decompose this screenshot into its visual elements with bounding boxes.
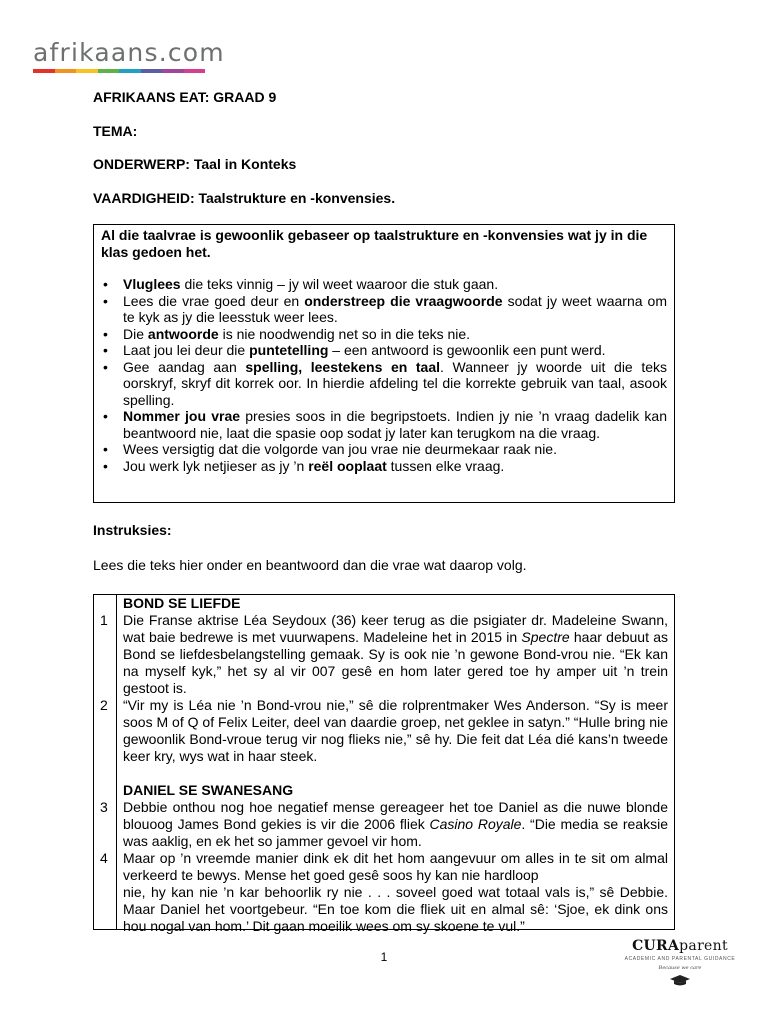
tip-item: • Lees die vrae goed deur en onderstreep die vraagwoorde sodat jy weet waarna om te kyk as jy die leesstuk weer lees. (101, 293, 667, 326)
paragraph-number: 1 (100, 612, 108, 628)
paragraph-3: Debbie onthou nog hoe negatief mense gereageer het toe Daniel as die nuwe blonde blouoog James Bond gekies is vir die 2006 fliek Casino Royale. “Die media se reaksie was aaklig, en ek het so jammer gevoel vir hom. (123, 799, 668, 849)
tip-item: • Vluglees die teks vinnig – jy wil weet waaroor die stuk gaan. (101, 276, 667, 293)
instructions-text: Lees die teks hier onder en beantwoord dan die vrae wat daarop volg. (93, 557, 527, 573)
logo-bar-segment (76, 69, 98, 73)
curaparent-wordmark: CURAparent (632, 938, 728, 954)
logo-bar-segment (98, 69, 120, 73)
site-logo (33, 38, 225, 73)
paragraph-1: Die Franse aktrise Léa Seydoux (36) keer terug as die psigiater dr. Madeleine Swann, wat baie bedrewe is met vuurwapens. Madeleine het in 2015 in Spectre haar debuut as Bond se liefdesbelangstelling gemaak. Sy is ook nie ’n gewone Bond-vrou nie. “Ek kan na myself kyk,” het sy al vir 007 gesê en hom later gered toe hy amper uit ’n trein gestoot is. (123, 612, 668, 696)
curaparent-subtitle: ACADEMIC AND PARENTAL GUIDANCE (624, 956, 736, 962)
skill-heading: VAARDIGHEID: Taalstrukture en -konvensies. (93, 190, 396, 206)
curaparent-tagline: Because we care (658, 965, 702, 971)
logo-bar-segment (55, 69, 77, 73)
paragraph-number: 4 (100, 850, 108, 866)
tip-item: • Laat jou lei deur die puntetelling – een antwoord is gewoonlik een punt werd. (101, 342, 667, 359)
logo-bar-segment (141, 69, 163, 73)
paragraph-number: 3 (100, 799, 108, 815)
tip-item: • Jou werk lyk netjieser as jy ’n reël ooplaat tussen elke vraag. (101, 458, 667, 475)
theme-heading: TEMA: (93, 123, 138, 139)
reading-text (123, 595, 668, 935)
logo-bar-segment (184, 69, 206, 73)
graduation-cap-icon (621, 974, 739, 992)
tip-item: • Gee aandag aan spelling, leestekens en taal. Wanneer jy woorde uit die teks oorskryf, skryf dit korrek oor. In hierdie afdeling tel die korrekte gebruik van taal, asook spelling. (101, 359, 667, 409)
line-number-column (94, 595, 117, 929)
paragraph-number: 2 (100, 697, 108, 713)
article-title-daniel: DANIEL SE SWANESANG (123, 782, 294, 798)
tips-intro: Al die taalvrae is gewoonlik gebaseer op taalstrukture en -konvensies wat jy in die klas gedoen het. (101, 227, 648, 260)
tip-item: • Nommer jou vrae presies soos in die begripstoets. Indien jy nie ’n vraag dadelik kan beantwoord nie, laat die spasie oop sodat jy later kan terugkom na die vraag. (101, 408, 667, 441)
article-title-bond: BOND SE LIEFDE (123, 595, 241, 611)
logo-bar-segment (33, 69, 55, 73)
tips-box (93, 224, 675, 503)
logo-bar-segment (162, 69, 184, 73)
logo-color-bar (33, 69, 205, 73)
logo-text: afrikaans.com (33, 38, 225, 67)
tip-item: • Wees versigtig dat die volgorde van jou vrae nie deurmekaar raak nie. (101, 441, 667, 458)
instructions-heading: Instruksies: (93, 522, 172, 538)
paragraph-4: Maar op ’n vreemde manier dink ek dit het hom aangevuur om alles in te sit om almal verkeerd te bewys. Mense het goed gesê soos hy kan nie hardloop nie, hy kan nie ’n kar behoorlik ry nie . . . soveel goed wat totaal vals is,” sê Debbie. Maar Daniel het voortgebeur. “En toe kom die fliek uit en almal sê: ‘Sjoe, ek dink ons hou nogal van hom.’ Dit gaan moeilik wees om sy skoene te vul.” (123, 850, 668, 934)
tips-list (101, 276, 667, 474)
topic-heading: ONDERWERP: Taal in Konteks (93, 156, 297, 172)
logo-bar-segment (119, 69, 141, 73)
blank-line (123, 765, 668, 782)
reading-text-box (93, 594, 675, 934)
grade-heading: AFRIKAANS EAT: GRAAD 9 (93, 89, 277, 105)
paragraph-2: “Vir my is Léa nie ’n Bond-vrou nie,” sê die rolprentmaker Wes Anderson. “Sy is meer soos M of Q of Felix Leiter, deel van daardie groep, net geklee in satyn.” “Hulle bring nie gewoonlik Bond-vroue terug vir nog flieks nie,” sê hy. Die feit dat Léa dié kans’n tweede keer kry, wys wat in haar steek. (123, 697, 668, 764)
tip-item: • Die antwoorde is nie noodwendig net so in die teks nie. (101, 326, 667, 343)
curaparent-logo (621, 938, 739, 992)
page-number: 1 (380, 950, 388, 964)
